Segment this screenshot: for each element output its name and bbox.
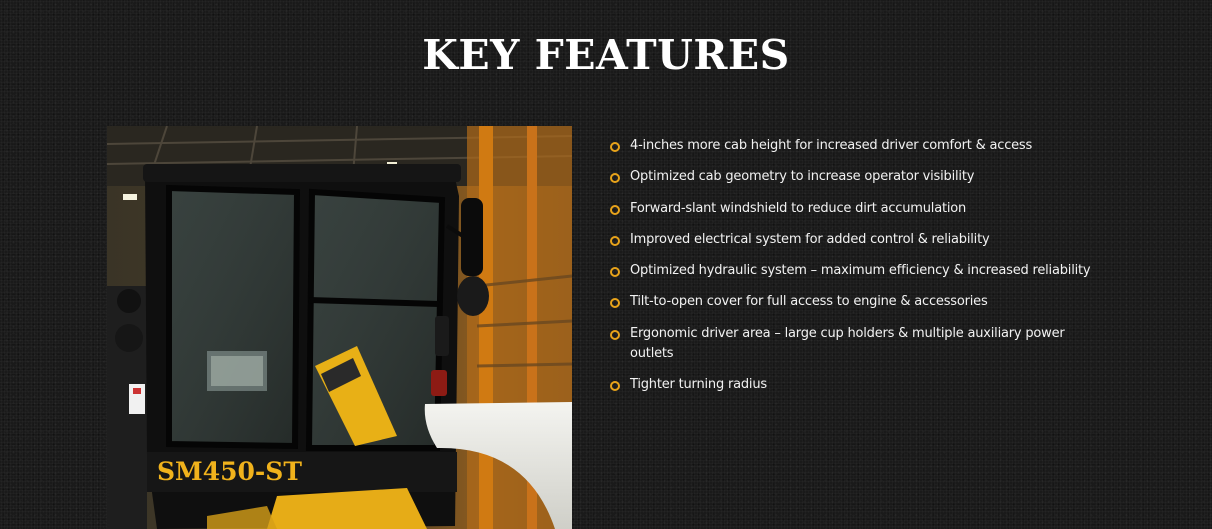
feature-text: Tighter turning radius [630,377,767,393]
feature-text: Forward-slant windshield to reduce dirt accumulation [630,200,967,216]
feature-text: Optimized hydraulic system – maximum efficiency & increased reliability [630,263,1091,279]
feature-text: Tilt-to-open cover for full access to engine & accessories [630,294,988,310]
feature-text: Optimized cab geometry to increase operator visibility [630,169,975,185]
feature-item [610,261,1100,281]
page-title: KEY FEATURES [422,31,790,79]
feature-item [610,292,1100,312]
feature-item [610,230,1100,250]
vehicle-cab-photo [107,126,572,529]
feature-text: Improved electrical system for added control & reliability [630,231,990,247]
bullet-icon [610,381,620,391]
model-label: SM450-ST [157,457,302,486]
bullet-icon [610,142,620,152]
feature-item [610,167,1100,187]
bullet-icon [610,236,620,246]
feature-item [610,324,1100,364]
feature-text: 4-inches more cab height for increased driver comfort & access [630,138,1033,153]
feature-list [610,136,1100,406]
bullet-icon [610,173,620,183]
feature-item [610,136,1100,156]
feature-item [610,375,1100,395]
feature-text: Ergonomic driver area – large cup holders & multiple auxiliary power outlets [630,325,1065,361]
feature-item [610,199,1100,219]
bullet-icon [610,267,620,277]
bullet-icon [610,298,620,308]
bullet-icon [610,330,620,340]
bullet-icon [610,205,620,215]
